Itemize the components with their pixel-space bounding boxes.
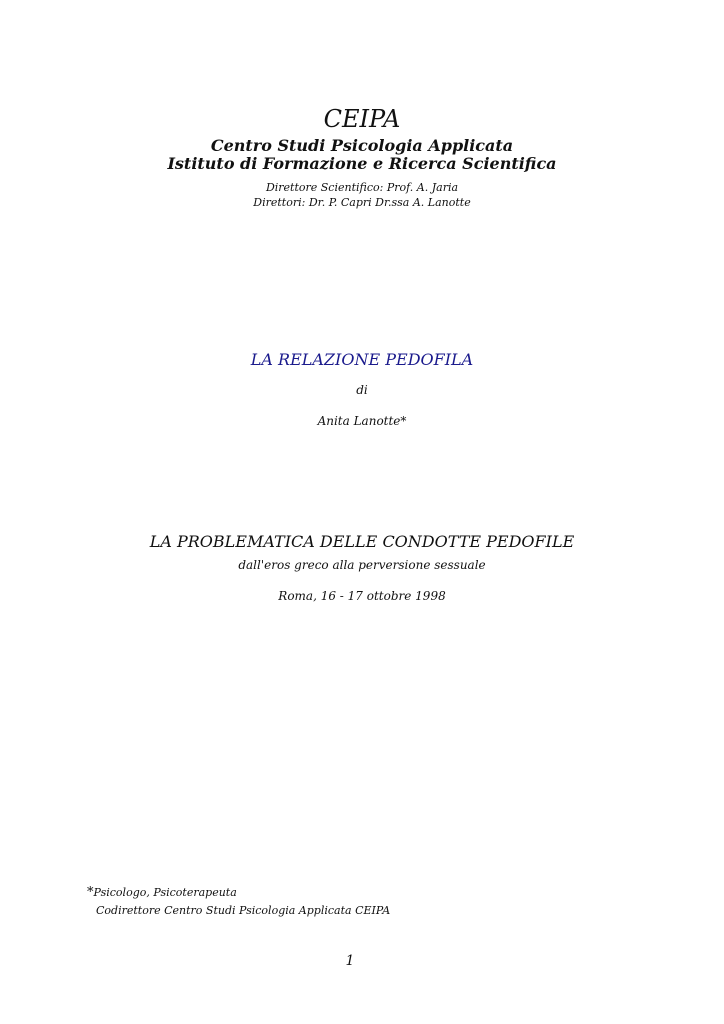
page-number: 1 — [345, 953, 355, 969]
footnote-text-1: Psicologo, Psicoterapeuta — [93, 886, 237, 899]
organization-subtitle-2: Istituto di Formazione e Ricerca Scientifica — [167, 154, 557, 173]
conference-title: LA PROBLEMATICA DELLE CONDOTTE PEDOFILE — [149, 532, 575, 551]
conference-date-place: Roma, 16 - 17 ottobre 1998 — [278, 589, 446, 603]
footnote-line-2: Codirettore Centro Studi Psicologia Applicata CEIPA — [96, 904, 391, 917]
document-author: Anita Lanotte* — [317, 414, 407, 428]
footnote-line-1 — [87, 886, 237, 900]
conference-subtitle: dall'eros greco alla perversione sessuale — [238, 558, 486, 572]
footnote-marker: * — [87, 885, 94, 900]
organization-name: CEIPA — [323, 105, 401, 133]
directors-line: Direttori: Dr. P. Capri Dr.ssa A. Lanotte — [253, 196, 471, 209]
document-by: di — [356, 383, 368, 397]
scientific-director-line: Direttore Scientifico: Prof. A. Jaria — [265, 181, 459, 194]
organization-subtitle-1: Centro Studi Psicologia Applicata — [210, 136, 514, 155]
document-title: LA RELAZIONE PEDOFILA — [250, 350, 474, 369]
